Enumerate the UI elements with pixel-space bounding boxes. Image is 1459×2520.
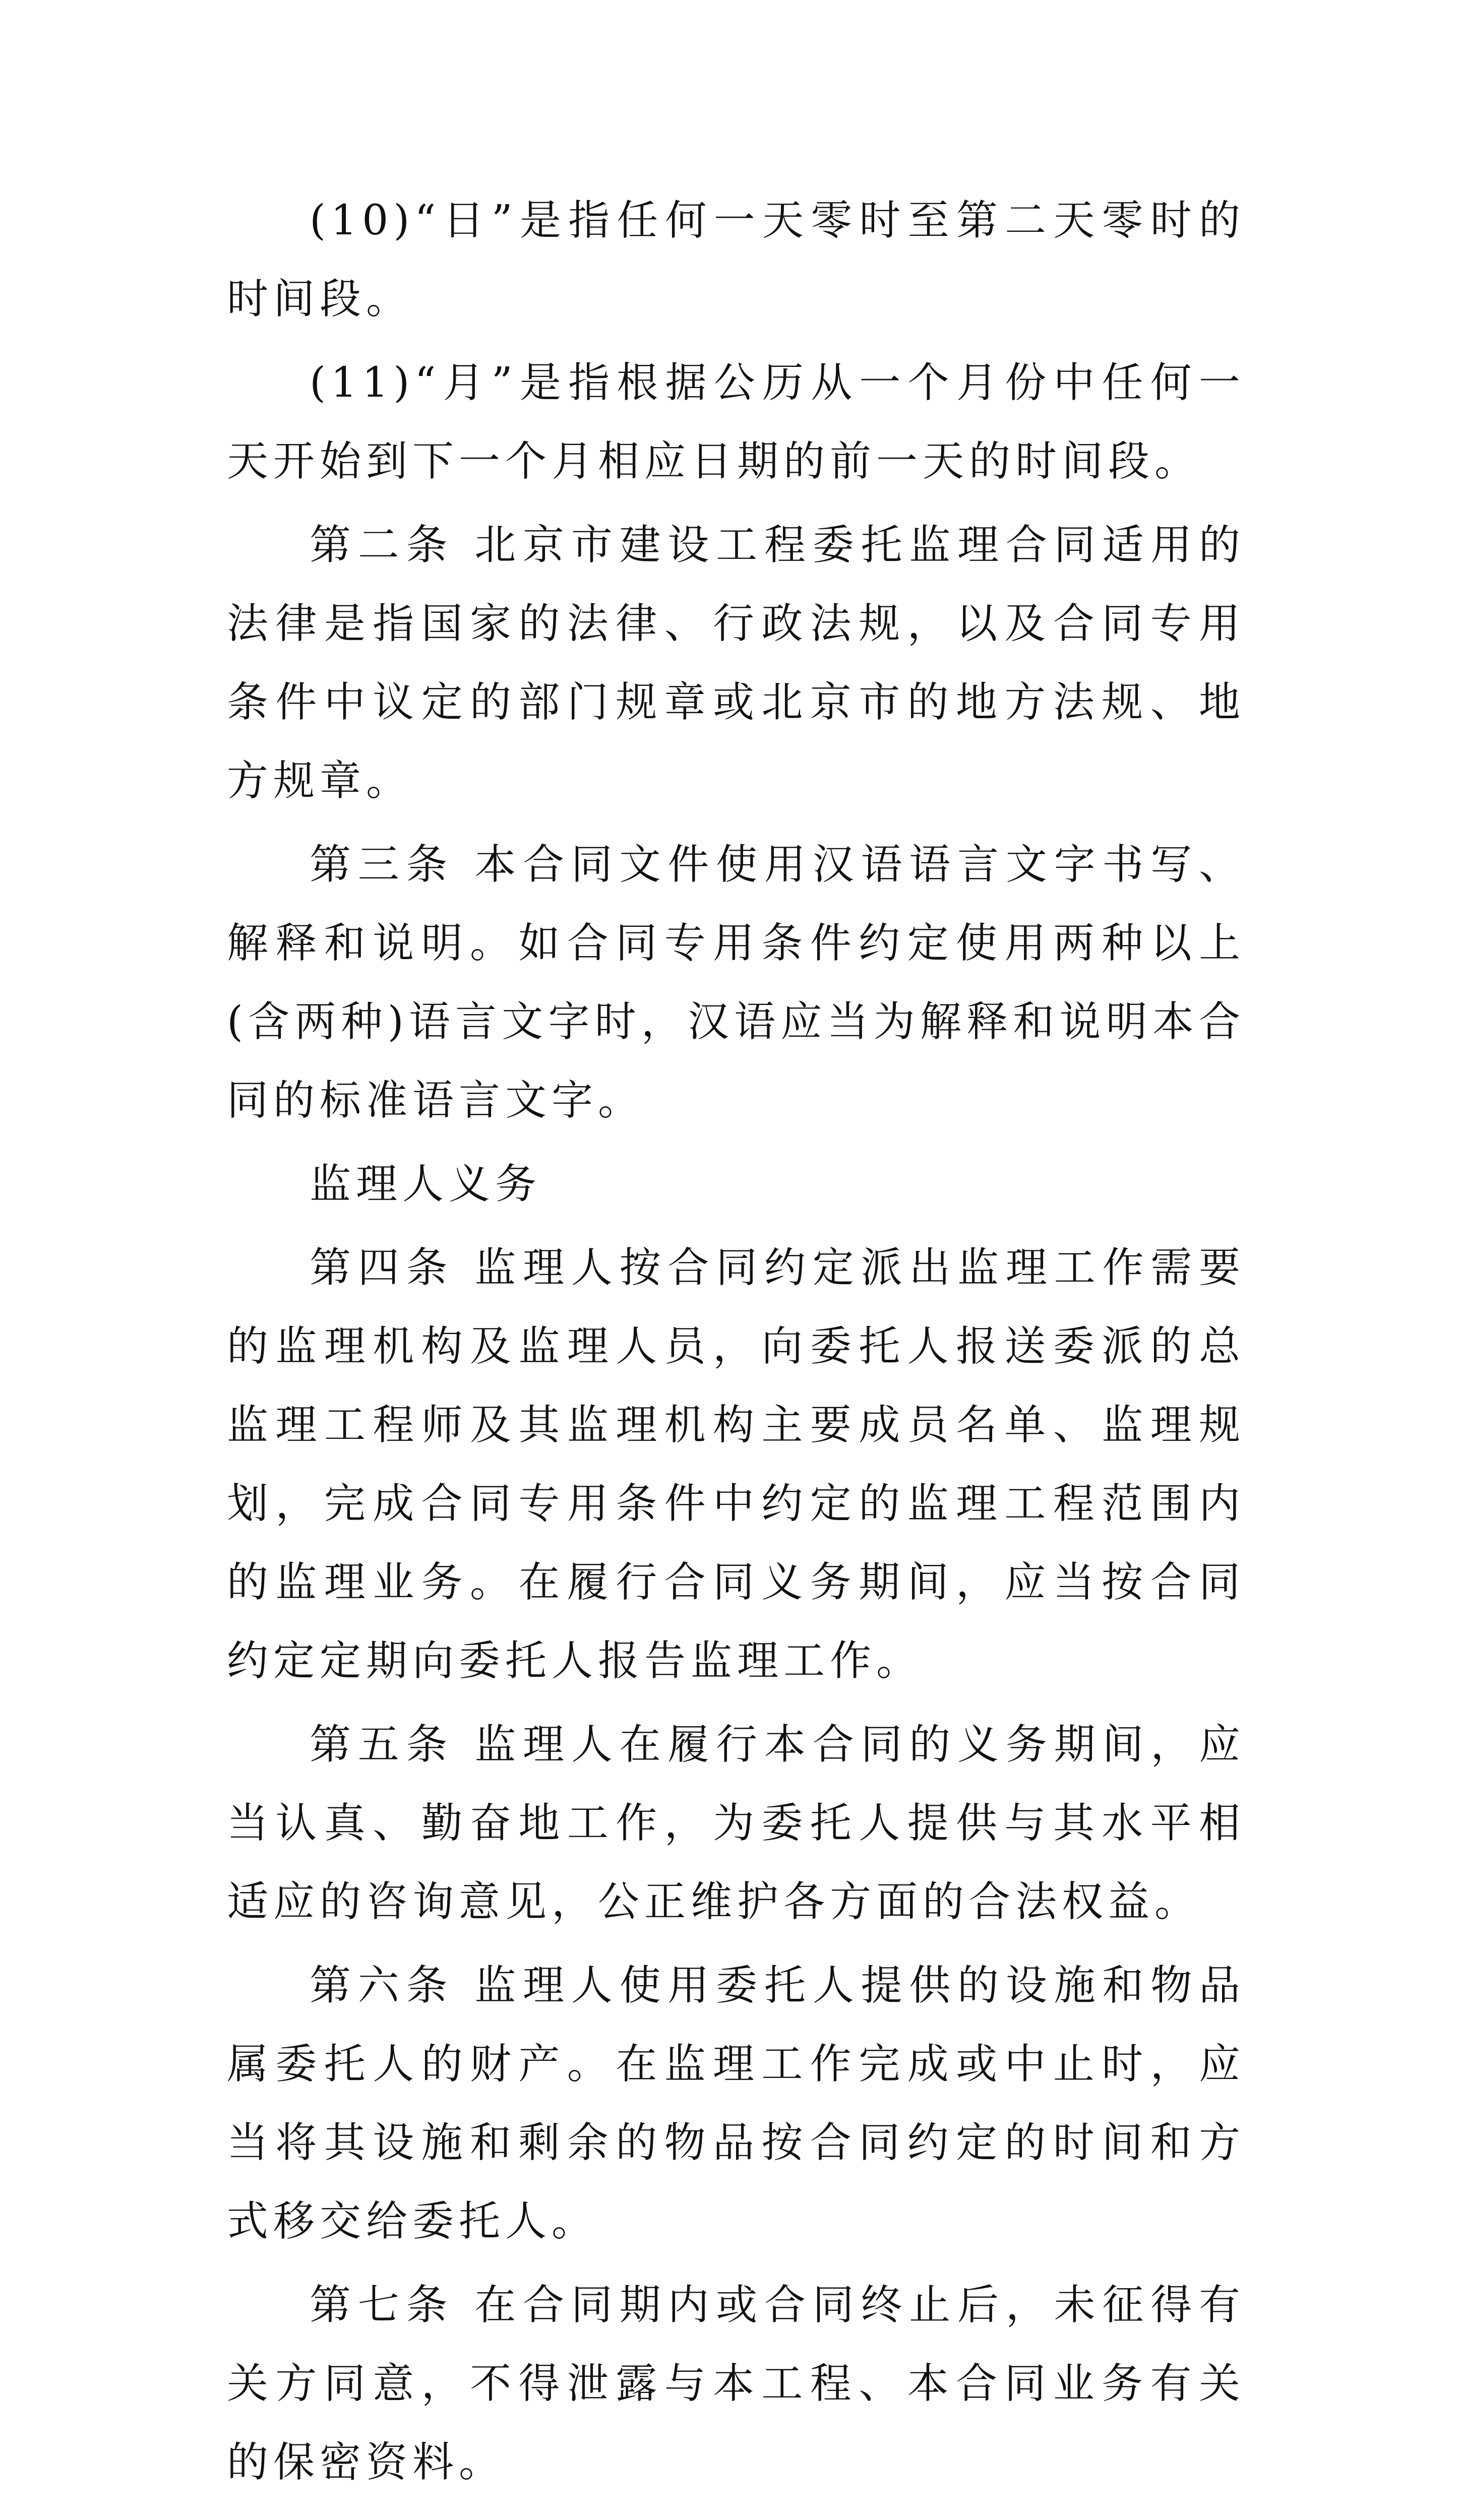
paragraph-article-4: 第四条 监理人按合同约定派出监理工作需要的监理机构及监理人员，向委托人报送委派的总监理工程师及其监理机构主要成员名单、监理规划，完成合同专用条件中约定的监理工程范围内的监理业务。在履行合同义务期间，应当按合同约定定期向委托人报告监理工作。	[227, 1244, 1245, 1685]
paragraph-month-definition: (11)“月”是指根据公历从一个月份中任何一天开始到下一个月相应日期的前一天的时间段。	[227, 359, 1245, 485]
paragraph-day-definition: (10)“日”是指任何一天零时至第二天零时的时间段。	[227, 197, 1245, 323]
paragraph-article-7: 第七条 在合同期内或合同终止后，未征得有关方同意，不得泄露与本工程、本合同业务有关的保密资料。	[227, 2281, 1245, 2486]
section-heading-supervisor-obligations: 监理人义务	[310, 1160, 542, 1208]
paragraph-article-5: 第五条 监理人在履行本合同的义务期间，应当认真、勤奋地工作，为委托人提供与其水平相适应的咨询意见，公正维护各方面的合法权益。	[227, 1721, 1245, 1926]
paragraph-article-2: 第二条 北京市建设工程委托监理合同适用的法律是指国家的法律、行政法规，以及合同专用条件中议定的部门规章或北京市的地方法规、地方规章。	[227, 521, 1245, 805]
section-heading-client-obligations	[227, 2507, 1245, 2520]
document-page	[227, 181, 1245, 2520]
paragraph-article-6: 第六条 监理人使用委托人提供的设施和物品属委托人的财产。在监理工作完成或中止时，应当将其设施和剩余的物品按合同约定的时间和方式移交给委托人。	[227, 1962, 1245, 2245]
paragraph-article-3: 第三条 本合同文件使用汉语语言文字书写、解释和说明。如合同专用条件约定使用两种以上(含两种)语言文字时，汉语应当为解释和说明本合同的标准语言文字。	[227, 841, 1245, 1124]
